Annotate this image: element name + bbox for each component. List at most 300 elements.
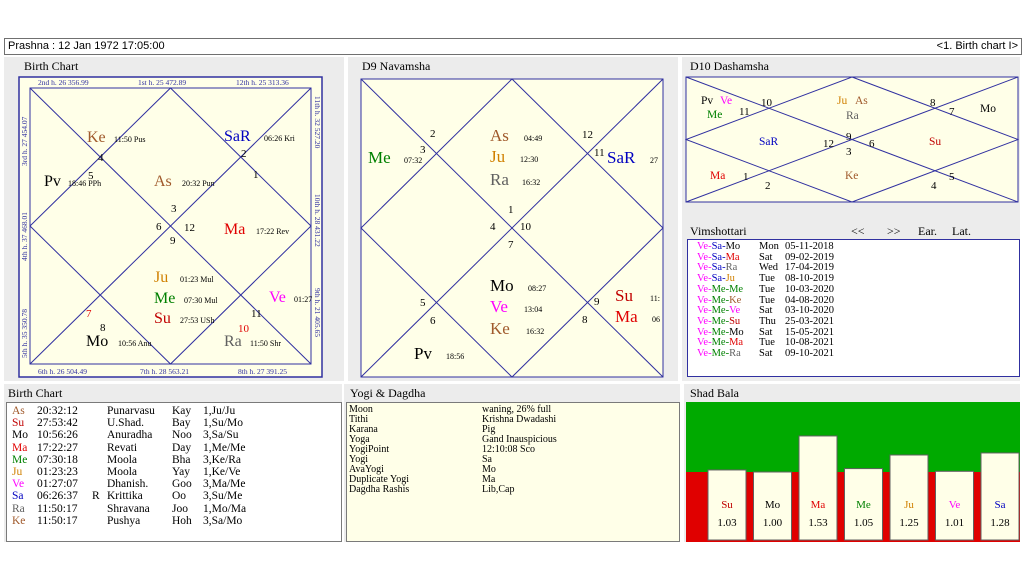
bala-value-label: 1.53 <box>808 517 828 529</box>
house-number: 2 <box>430 128 436 140</box>
house-number: 3 <box>846 146 852 158</box>
dasha-day: Thu <box>759 315 776 327</box>
edge-label-4th: 4th h. 37 468.01 <box>20 212 29 261</box>
yogi-key: Tithi <box>349 414 369 425</box>
bala-value-label: 1.28 <box>990 517 1010 529</box>
nav-planet-ju[interactable]: Ju <box>490 147 506 166</box>
bala-value-label: 1.03 <box>717 517 737 529</box>
retro-flag <box>92 478 107 490</box>
yogi-value: 12:10:08 Sco <box>482 444 536 455</box>
yogi-title: Yogi & Dagdha <box>350 386 426 400</box>
bala-planet-label: Ma <box>810 499 826 511</box>
dasha-lord: Sa <box>711 251 723 263</box>
birth-table-box <box>6 402 342 542</box>
planet-pv[interactable]: Pv <box>44 173 61 190</box>
table-row[interactable] <box>12 429 266 441</box>
nakshatra-pada: 1,Me/Me <box>203 441 246 454</box>
nakshatra-pada: 3,Su/Me <box>203 490 243 503</box>
d10-planet-as[interactable]: As <box>855 95 868 107</box>
planet-longitude: 17:22:27 <box>37 441 78 454</box>
nakshatra-pada: 1,Mo/Ma <box>203 502 247 515</box>
nakshatra-pada: 3,Ma/Me <box>203 478 246 491</box>
nakshatra-pada: 3,Sa/Su <box>203 429 239 442</box>
nav-planet-sar-degree: 27 <box>650 156 658 165</box>
dasha-period: Ve-Me-Ma <box>697 337 744 349</box>
edge-label-8th: 8th h. 27 391.25 <box>238 367 287 376</box>
dashamsha-panel <box>682 57 1020 381</box>
nakshatra-syllable: Goo <box>172 478 192 491</box>
planet-ve-degree: 01:27 <box>294 295 313 304</box>
house-number: 8 <box>582 314 588 326</box>
yogi-key: Yoga <box>349 434 370 445</box>
dasha-date: 08-10-2019 <box>785 273 834 285</box>
d10-planet-ra[interactable]: Ra <box>846 110 859 122</box>
house-number: 8 <box>930 97 936 109</box>
dasha-date: 04-08-2020 <box>785 294 834 306</box>
dasha-lord: Ve <box>697 241 709 252</box>
dasha-date: 05-11-2018 <box>785 241 834 252</box>
dasha-day: Wed <box>759 262 778 274</box>
dasha-lord: Me <box>711 283 726 295</box>
nakshatra-syllable: Bha <box>172 453 191 466</box>
bala-planet-label: Ju <box>904 499 914 511</box>
retro-flag <box>92 503 107 515</box>
edge-label-5th: 5th h. 35 350.78 <box>20 309 29 358</box>
dasha-lord: Ve <box>697 348 709 360</box>
yogi-box <box>346 402 680 542</box>
edge-label-9th: 9th h. 21 405.65 <box>313 288 322 337</box>
edge-label-2nd: 2nd h. 26 356.99 <box>38 78 89 87</box>
nav-planet-me-degree: 07:32 <box>404 156 423 165</box>
dasha-period: Ve-Me-Mo <box>697 326 744 338</box>
planet-pv-degree: 18:46 PPh <box>68 179 102 188</box>
yogi-key: Yogi <box>349 454 368 465</box>
dasha-lord: Me <box>711 294 726 306</box>
birth-table <box>12 405 266 527</box>
yogi-value: Gand Inauspicious <box>482 434 557 445</box>
nakshatra-syllable: Day <box>172 441 192 454</box>
dasha-lord: Ra <box>725 262 738 274</box>
nav-planet-su[interactable]: Su <box>615 286 633 305</box>
yogi-value: Pig <box>482 424 496 435</box>
planet-as[interactable]: As <box>154 173 172 190</box>
dasha-lord: Me <box>711 337 726 349</box>
shad-bala-title: Shad Bala <box>690 386 739 400</box>
vimshottari-next-button[interactable]: >> <box>887 224 901 238</box>
house-number: 12 <box>582 129 593 141</box>
nakshatra-syllable: Yay <box>172 466 191 479</box>
nakshatra-name: Pushya <box>107 514 141 527</box>
table-row[interactable] <box>12 490 266 502</box>
house-number: 11 <box>251 308 262 320</box>
dasha-lord: Ve <box>697 337 709 349</box>
house-number: 11 <box>594 147 605 159</box>
nakshatra-syllable: Bay <box>172 417 191 430</box>
dasha-lord: Ma <box>729 337 744 349</box>
house-number: 9 <box>594 296 600 308</box>
edge-label-3rd: 3rd h. 27 454.07 <box>20 116 29 166</box>
vimshottari-list[interactable] <box>687 239 1020 377</box>
nakshatra-pada: 1,Ju/Ju <box>203 405 236 417</box>
d10-planet-su[interactable]: Su <box>929 136 942 148</box>
yogi-value: waning, 26% full <box>482 404 552 415</box>
nav-planet-ju-degree: 12:30 <box>520 155 539 164</box>
dasha-lord: Mo <box>729 326 744 338</box>
nakshatra-pada: 3,Ke/Ra <box>203 453 242 466</box>
yogi-row <box>349 485 557 495</box>
d10-planet-sar[interactable]: SaR <box>759 136 779 148</box>
birth-table-title: Birth Chart <box>8 386 63 400</box>
house-number: 5 <box>88 170 94 182</box>
nakshatra-pada: 1,Su/Mo <box>203 417 243 430</box>
dasha-lord: Me <box>711 326 726 338</box>
shad-bala-panel <box>684 384 1020 542</box>
planet-name: Ke <box>12 514 26 527</box>
dasha-date: 17-04-2019 <box>785 262 834 274</box>
dasha-day: Tue <box>759 283 775 295</box>
dasha-lord: Ve <box>697 294 709 306</box>
dashamsha-title: D10 Dashamsha <box>690 59 769 73</box>
house-number: 4 <box>490 221 496 233</box>
planet-name: Mo <box>12 429 28 442</box>
table-row[interactable] <box>12 515 266 527</box>
planet-ra-degree: 11:50 Shr <box>250 339 282 348</box>
planet-ke[interactable]: Ke <box>87 129 106 146</box>
nakshatra-name: Moola <box>107 453 138 466</box>
vimshottari-prev-button[interactable]: << <box>851 224 865 238</box>
planet-ma[interactable]: Ma <box>224 221 246 238</box>
dasha-period: Ve-Me-Ke <box>697 294 742 306</box>
bala-value-label: 1.01 <box>944 517 965 529</box>
edge-label-7th: 7th h. 28 563.21 <box>140 367 189 376</box>
house-number: 2 <box>765 180 771 192</box>
planet-as-degree: 20:32 Pun <box>182 179 215 188</box>
planet-longitude: 01:27:07 <box>37 478 78 491</box>
retro-flag <box>92 466 107 478</box>
yogi-key: Dagdha Rashis <box>349 484 410 495</box>
nav-planet-ve[interactable]: Ve <box>490 297 508 316</box>
d10-planet-ke[interactable]: Ke <box>845 170 859 182</box>
dasha-day: Tue <box>759 294 775 306</box>
planet-su-degree: 27:53 USh <box>180 316 215 325</box>
planet-me-degree: 07:30 Mul <box>184 296 218 305</box>
birth-chart-title: Birth Chart <box>24 59 79 73</box>
planet-name: Ve <box>12 478 25 491</box>
nav-planet-ve-degree: 13:04 <box>524 305 543 314</box>
house-number: 6 <box>156 221 162 233</box>
navamsha-chart-svg[interactable] <box>360 78 664 378</box>
nav-planet-pv-degree: 18:56 <box>446 352 465 361</box>
dasha-period: Ve-Me-Ve <box>697 305 741 317</box>
nav-planet-sar[interactable]: SaR <box>607 148 636 167</box>
house-number: 7 <box>949 106 955 118</box>
vimshottari-title: Vimshottari <box>690 224 747 238</box>
yogi-table <box>349 405 557 495</box>
table-row[interactable] <box>12 478 266 490</box>
house-number: 3 <box>420 144 426 156</box>
bala-planet-label: Ve <box>948 499 961 511</box>
dasha-date: 25-03-2021 <box>785 315 834 327</box>
dasha-day: Sat <box>759 251 773 263</box>
vimshottari-later-button[interactable]: Lat. <box>952 224 971 238</box>
retro-flag <box>92 417 107 429</box>
bala-planet-label: Sa <box>994 499 1006 511</box>
house-number: 10 <box>761 97 772 109</box>
dasha-lord: Ve <box>697 251 709 263</box>
planet-mo-degree: 10:56 Anu <box>118 339 152 348</box>
planet-sar-degree: 06:26 Kri <box>264 134 295 143</box>
nav-planet-as[interactable]: As <box>490 126 509 145</box>
house-number: 1 <box>508 204 514 216</box>
edge-label-6th: 6th h. 26 504.49 <box>38 367 87 376</box>
dasha-period: Ve-Sa-Ra <box>697 262 738 274</box>
yogi-row <box>349 445 557 455</box>
nakshatra-name: Krittika <box>107 490 143 503</box>
birth-table-panel <box>4 384 342 542</box>
house-number: 8 <box>100 322 106 334</box>
nakshatra-pada: 1,Ke/Ve <box>203 466 241 479</box>
planet-name: Ju <box>12 466 23 479</box>
dasha-date: 10-03-2020 <box>785 283 834 295</box>
bala-planet-label: Su <box>721 499 733 511</box>
nav-planet-pv[interactable]: Pv <box>414 344 432 363</box>
bala-value-label: 1.05 <box>853 517 874 529</box>
house-number: 11 <box>739 106 750 118</box>
table-row[interactable] <box>12 405 266 417</box>
vimshottari-earlier-button[interactable]: Ear. <box>918 224 937 238</box>
dasha-day: Mon <box>759 241 779 252</box>
house-number: 9 <box>846 131 852 143</box>
planet-longitude: 27:53:42 <box>37 417 78 430</box>
dasha-date: 09-10-2021 <box>785 348 834 360</box>
yogi-value: Sa <box>482 454 492 465</box>
dasha-lord: Ve <box>697 315 709 327</box>
dasha-period: Ve-Me-Me <box>697 283 744 295</box>
bala-planet-label: Mo <box>764 499 781 511</box>
house-number: 7 <box>508 239 514 251</box>
planet-ju-degree: 01:23 Mul <box>180 275 214 284</box>
birth-chart-svg[interactable] <box>18 76 323 378</box>
dasha-lord: Me <box>711 305 726 317</box>
house-number: 5 <box>949 171 955 183</box>
nakshatra-syllable: Hoh <box>172 514 192 527</box>
d10-planet-ju[interactable]: Ju <box>837 95 848 107</box>
planet-me[interactable]: Me <box>154 290 176 307</box>
nakshatra-name: Dhanish. <box>107 478 149 491</box>
dasha-day: Sat <box>759 305 773 317</box>
house-number: 1 <box>253 169 259 181</box>
dasha-date: 15-05-2021 <box>785 326 834 338</box>
yogi-panel <box>344 384 680 542</box>
bala-strong-zone <box>686 402 1020 472</box>
table-row[interactable] <box>12 417 266 429</box>
dasha-lord: Ke <box>729 294 742 306</box>
planet-name: As <box>12 405 25 417</box>
nav-planet-ke-degree: 16:32 <box>526 327 545 336</box>
d10-planet-ma[interactable]: Ma <box>710 170 726 182</box>
planet-name: Ra <box>12 502 25 515</box>
table-row[interactable] <box>12 466 266 478</box>
planet-mo[interactable]: Mo <box>86 333 109 350</box>
dasha-date: 09-02-2019 <box>785 251 834 263</box>
yogi-value: Mo <box>482 464 496 475</box>
navamsha-title: D9 Navamsha <box>362 59 431 73</box>
house-number: 12 <box>823 138 834 150</box>
house-number: 6 <box>430 315 436 327</box>
planet-longitude: 06:26:37 <box>37 490 78 503</box>
planet-ma-degree: 17:22 Rev <box>256 227 290 236</box>
dasha-day: Sat <box>759 326 773 338</box>
dasha-lord: Ve <box>697 305 709 317</box>
nav-planet-mo[interactable]: Mo <box>490 276 514 295</box>
house-number: 5 <box>420 297 426 309</box>
dasha-lord: Ra <box>729 348 741 360</box>
house-number: 2 <box>241 148 247 160</box>
nav-planet-me[interactable]: Me <box>368 148 391 167</box>
dasha-date: 03-10-2020 <box>785 305 834 317</box>
dasha-day: Tue <box>759 273 775 285</box>
shad-bala-chart <box>686 402 1020 542</box>
yogi-key: YogiPoint <box>349 444 390 455</box>
yogi-value: Lib,Cap <box>482 484 515 495</box>
edge-label-1st: 1st h. 25 472.89 <box>138 78 187 87</box>
planet-longitude: 11:50:17 <box>37 514 78 527</box>
d10-planet-ve[interactable]: Ve <box>720 95 733 107</box>
bala-planet-label: Me <box>856 499 871 511</box>
dasha-lord: Ve <box>729 305 741 317</box>
nav-planet-ra[interactable]: Ra <box>490 170 509 189</box>
dasha-period: Ve-Sa-Mo <box>697 241 741 252</box>
nav-planet-ke[interactable]: Ke <box>490 319 510 338</box>
planet-longitude: 07:30:18 <box>37 453 78 466</box>
bala-value-label: 1.00 <box>762 517 783 529</box>
nakshatra-name: Punarvasu <box>107 405 155 417</box>
nakshatra-name: Revati <box>107 441 138 454</box>
dasha-lord: Ve <box>697 273 709 285</box>
planet-name: Su <box>12 417 25 430</box>
dasha-lord: Ve <box>697 283 709 295</box>
nakshatra-syllable: Noo <box>172 429 192 442</box>
navamsha-panel <box>348 57 678 381</box>
retro-flag <box>92 454 107 466</box>
nakshatra-syllable: Joo <box>172 502 188 515</box>
nav-planet-mo-degree: 08:27 <box>528 284 547 293</box>
house-number: 10 <box>520 221 531 233</box>
nakshatra-name: Anuradha <box>107 429 153 442</box>
dasha-lord: Me <box>729 283 744 295</box>
planet-sar[interactable]: SaR <box>224 128 251 145</box>
planet-ke-degree: 11:50 Pus <box>114 135 146 144</box>
dasha-lord: Ma <box>725 251 740 263</box>
house-number: 9 <box>170 235 176 247</box>
dasha-lord: Su <box>729 315 741 327</box>
nakshatra-name: U.Shad. <box>107 417 145 430</box>
planet-name: Ma <box>12 441 28 454</box>
birth-chart-panel <box>4 57 344 381</box>
yogi-value: Krishna Dwadashi <box>482 414 557 425</box>
nav-planet-ma-degree: 06 <box>652 315 660 324</box>
dashamsha-chart-svg[interactable] <box>685 76 1019 203</box>
prashna-label: Prashna : 12 Jan 1972 17:05:00 <box>8 40 165 52</box>
edge-label-11th: 11th h. 32 527.20 <box>313 96 322 149</box>
yogi-key: AvaYogi <box>349 464 384 475</box>
dasha-lord: Me <box>711 315 726 327</box>
dasha-lord: Sa <box>711 241 723 252</box>
vimshottari-row[interactable] <box>697 349 834 360</box>
house-number: 1 <box>743 171 749 183</box>
nakshatra-name: Moola <box>107 466 138 479</box>
yogi-key: Duplicate Yogi <box>349 474 409 485</box>
vimshottari-table <box>697 242 834 360</box>
planet-longitude: 10:56:26 <box>37 429 78 442</box>
house-number: 4 <box>98 152 104 164</box>
retro-flag <box>92 429 107 441</box>
house-number: 3 <box>171 203 177 215</box>
bala-value-label: 1.25 <box>899 517 919 529</box>
dasha-lord: Ju <box>725 273 735 285</box>
retro-flag <box>92 515 107 527</box>
planet-longitude: 11:50:17 <box>37 502 78 515</box>
edge-label-10th: 10th h. 28 431.22 <box>313 194 322 247</box>
planet-name: Sa <box>12 490 24 503</box>
table-row[interactable] <box>12 503 266 515</box>
nakshatra-name: Shravana <box>107 502 150 515</box>
dasha-day: Sat <box>759 348 773 360</box>
table-row[interactable] <box>12 442 266 454</box>
nakshatra-syllable: Oo <box>172 490 187 503</box>
planet-longitude: 01:23:23 <box>37 466 78 479</box>
house-number: 7 <box>86 308 92 320</box>
dasha-day: Tue <box>759 337 775 349</box>
header-bar <box>4 38 1022 55</box>
retro-flag <box>92 405 107 417</box>
dasha-period: Ve-Me-Su <box>697 315 741 327</box>
dasha-period: Ve-Sa-Ma <box>697 251 740 263</box>
table-row[interactable] <box>12 454 266 466</box>
house-number: 4 <box>931 180 937 192</box>
nav-planet-ra-degree: 16:32 <box>522 178 541 187</box>
planet-ju[interactable]: Ju <box>154 269 169 286</box>
nav-planet-su-degree: 11: <box>650 294 660 303</box>
chart-selector-button[interactable]: <1. Birth chart I> <box>936 40 1018 52</box>
planet-name: Me <box>12 453 28 466</box>
nakshatra-syllable: Kay <box>172 405 192 417</box>
edge-label-12th: 12th h. 25 313.36 <box>236 78 289 87</box>
house-number: 10 <box>238 323 249 335</box>
planet-ve[interactable]: Ve <box>269 289 286 306</box>
yogi-key: Moon <box>349 404 373 415</box>
retro-flag <box>92 442 107 454</box>
nav-planet-ma[interactable]: Ma <box>615 307 638 326</box>
d10-planet-pv[interactable]: Pv <box>701 95 714 107</box>
retro-flag: R <box>92 490 100 503</box>
planet-su[interactable]: Su <box>154 310 171 327</box>
yogi-row <box>349 415 557 425</box>
yogi-key: Karana <box>349 424 378 435</box>
dasha-lord: Ve <box>697 262 709 274</box>
nav-planet-as-degree: 04:49 <box>524 134 543 143</box>
dasha-period: Ve-Me-Ra <box>697 348 741 360</box>
planet-ra[interactable]: Ra <box>224 333 242 350</box>
yogi-value: Ma <box>482 474 496 485</box>
house-number: 12 <box>184 222 195 234</box>
d10-planet-mo[interactable]: Mo <box>980 103 996 115</box>
dasha-lord: Sa <box>711 273 723 285</box>
dasha-lord: Me <box>711 348 726 360</box>
dasha-lord: Sa <box>711 262 723 274</box>
d10-planet-me[interactable]: Me <box>707 109 723 121</box>
house-number: 6 <box>869 138 875 150</box>
